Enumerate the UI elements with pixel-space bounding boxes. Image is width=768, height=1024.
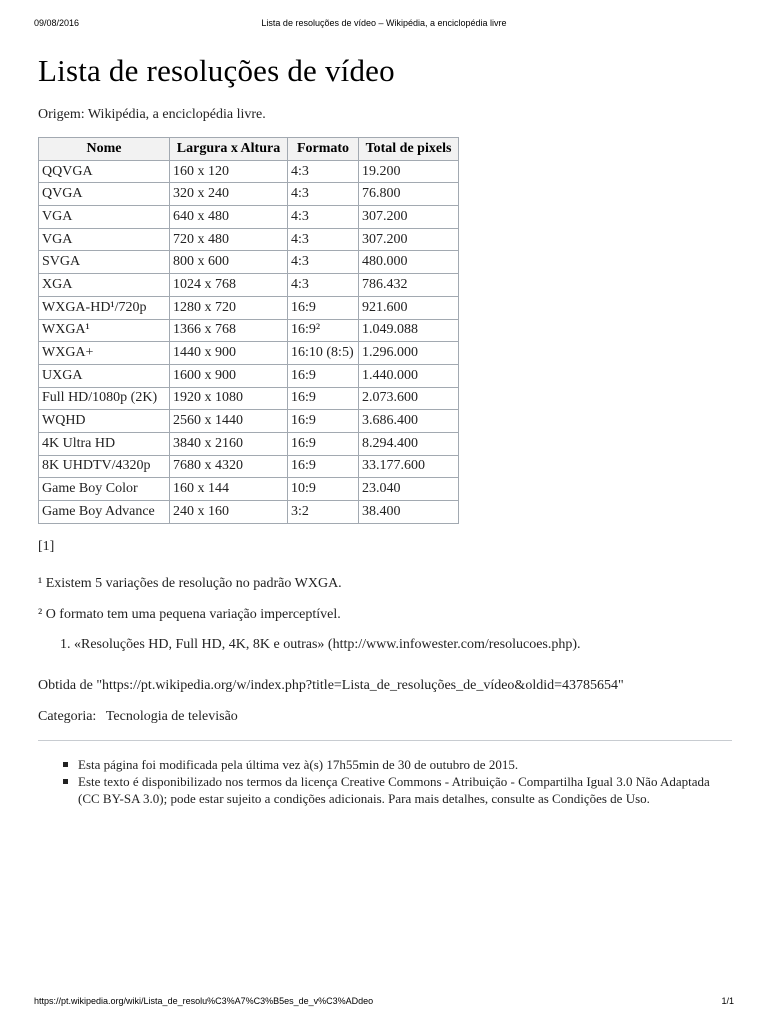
print-header (34, 18, 734, 30)
column-header: Formato (288, 138, 359, 161)
reference-item[interactable]: 1. «Resoluções HD, Full HD, 4K, 8K e outras» (http://www.infowester.com/resolucoes.php). (74, 636, 732, 654)
cell-resolution: 1280 x 720 (170, 296, 288, 319)
table-row (39, 319, 459, 342)
note-wxga-variations: ¹ Existem 5 variações de resolução no padrão WXGA. (38, 575, 342, 591)
cell-name[interactable]: Game Boy Advance (39, 501, 170, 524)
print-footer (34, 996, 734, 1008)
table-row (39, 183, 459, 206)
cell-resolution: 1366 x 768 (170, 319, 288, 342)
footer-item (78, 756, 718, 773)
cell-resolution: 2560 x 1440 (170, 410, 288, 433)
table-row (39, 501, 459, 524)
cell-aspect: 3:2 (288, 501, 359, 524)
cell-name[interactable]: 4K Ultra HD (39, 432, 170, 455)
column-header: Largura x Altura (170, 138, 288, 161)
cell-resolution: 3840 x 2160 (170, 432, 288, 455)
cell-total-pixels: 8.294.400 (359, 432, 459, 455)
license-text: Este texto é disponibilizado nos termos da licença Creative Commons - Atribuição - Compartilha Igual 3.0 Não Adaptada (CC BY-SA 3.0); pode estar sujeito a condições adicionais. Para mais detalhes, consulte as Condições de Uso. (78, 773, 710, 806)
cell-name[interactable]: UXGA (39, 364, 170, 387)
cell-total-pixels: 38.400 (359, 501, 459, 524)
article-content (38, 52, 732, 807)
table-row (39, 364, 459, 387)
page-subtitle: Origem: Wikipédia, a enciclopédia livre. (38, 107, 266, 122)
cell-resolution: 720 x 480 (170, 228, 288, 251)
cell-total-pixels: 1.049.088 (359, 319, 459, 342)
resolutions-table (38, 137, 459, 524)
cell-aspect: 10:9 (288, 478, 359, 501)
cell-name[interactable]: QQVGA (39, 160, 170, 183)
table-header-row (39, 138, 459, 161)
cell-resolution: 240 x 160 (170, 501, 288, 524)
table-row (39, 251, 459, 274)
table-row (39, 342, 459, 365)
cell-name[interactable]: WXGA-HD¹/720p (39, 296, 170, 319)
cell-aspect: 16:9 (288, 432, 359, 455)
bullet-icon (63, 762, 68, 767)
table-row (39, 478, 459, 501)
cell-resolution: 640 x 480 (170, 206, 288, 229)
cell-total-pixels: 480.000 (359, 251, 459, 274)
cell-aspect: 16:9 (288, 410, 359, 433)
table-row (39, 410, 459, 433)
cell-resolution: 320 x 240 (170, 183, 288, 206)
retrieved-from: Obtida de "https://pt.wikipedia.org/w/index.php?title=Lista_de_resoluções_de_vídeo&oldid=43785654" (38, 677, 624, 693)
table-row (39, 160, 459, 183)
cell-aspect: 16:9 (288, 364, 359, 387)
cell-name[interactable]: VGA (39, 228, 170, 251)
cell-aspect: 16:9² (288, 319, 359, 342)
cell-total-pixels: 786.432 (359, 274, 459, 297)
categories (38, 708, 732, 726)
cell-resolution: 7680 x 4320 (170, 455, 288, 478)
cell-total-pixels: 33.177.600 (359, 455, 459, 478)
category-link[interactable]: Tecnologia de televisão (105, 708, 238, 724)
cell-total-pixels: 1.440.000 (359, 364, 459, 387)
cell-name[interactable]: WXGA+ (39, 342, 170, 365)
cell-resolution: 1920 x 1080 (170, 387, 288, 410)
table-row (39, 387, 459, 410)
cell-name[interactable]: 8K UHDTV/4320p (39, 455, 170, 478)
cell-total-pixels: 76.800 (359, 183, 459, 206)
cell-name[interactable]: WQHD (39, 410, 170, 433)
footer-divider (38, 740, 732, 741)
print-page-number: 1/1 (721, 996, 734, 1006)
note-aspect-variation: ² O formato tem uma pequena variação imperceptível. (38, 606, 341, 622)
cell-total-pixels: 19.200 (359, 160, 459, 183)
cell-aspect: 16:9 (288, 455, 359, 478)
bullet-icon (63, 779, 68, 784)
cell-name[interactable]: Game Boy Color (39, 478, 170, 501)
table-row (39, 296, 459, 319)
last-modified-text: Esta página foi modificada pela última vez à(s) 17h55min de 30 de outubro de 2015. (78, 756, 519, 772)
cell-resolution: 800 x 600 (170, 251, 288, 274)
cell-name[interactable]: WXGA¹ (39, 319, 170, 342)
reference-marker[interactable]: [1] (38, 538, 55, 554)
cell-resolution: 160 x 120 (170, 160, 288, 183)
cell-name[interactable]: SVGA (39, 251, 170, 274)
cell-name[interactable]: XGA (39, 274, 170, 297)
category-label: Categoria: (38, 708, 97, 724)
cell-resolution: 1024 x 768 (170, 274, 288, 297)
page-title: Lista de resoluções de vídeo (38, 53, 395, 88)
table-row (39, 206, 459, 229)
references-list (38, 636, 732, 654)
cell-total-pixels: 23.040 (359, 478, 459, 501)
cell-aspect: 4:3 (288, 251, 359, 274)
cell-total-pixels: 307.200 (359, 228, 459, 251)
table-row (39, 228, 459, 251)
table-body (39, 160, 459, 523)
column-header: Nome (39, 138, 170, 161)
cell-name[interactable]: Full HD/1080p (2K) (39, 387, 170, 410)
table-row (39, 274, 459, 297)
cell-name[interactable]: QVGA (39, 183, 170, 206)
cell-resolution: 1440 x 900 (170, 342, 288, 365)
print-url: https://pt.wikipedia.org/wiki/Lista_de_resolu%C3%A7%C3%B5es_de_v%C3%ADdeo (34, 996, 374, 1006)
cell-aspect: 16:9 (288, 387, 359, 410)
table-row (39, 432, 459, 455)
cell-total-pixels: 1.296.000 (359, 342, 459, 365)
cell-name[interactable]: VGA (39, 206, 170, 229)
column-header: Total de pixels (359, 138, 459, 161)
cell-resolution: 160 x 144 (170, 478, 288, 501)
cell-total-pixels: 3.686.400 (359, 410, 459, 433)
cell-aspect: 16:9 (288, 296, 359, 319)
cell-total-pixels: 2.073.600 (359, 387, 459, 410)
cell-aspect: 4:3 (288, 206, 359, 229)
cell-aspect: 16:10 (8:5) (288, 342, 359, 365)
cell-total-pixels: 921.600 (359, 296, 459, 319)
footer-item (78, 773, 718, 807)
cell-aspect: 4:3 (288, 274, 359, 297)
print-page-title: Lista de resoluções de vídeo – Wikipédia, a enciclopédia livre (261, 18, 507, 28)
cell-total-pixels: 307.200 (359, 206, 459, 229)
cell-aspect: 4:3 (288, 183, 359, 206)
print-date: 09/08/2016 (34, 18, 80, 28)
cell-aspect: 4:3 (288, 228, 359, 251)
table-row (39, 455, 459, 478)
cell-aspect: 4:3 (288, 160, 359, 183)
footer-info-list (38, 756, 718, 807)
cell-resolution: 1600 x 900 (170, 364, 288, 387)
